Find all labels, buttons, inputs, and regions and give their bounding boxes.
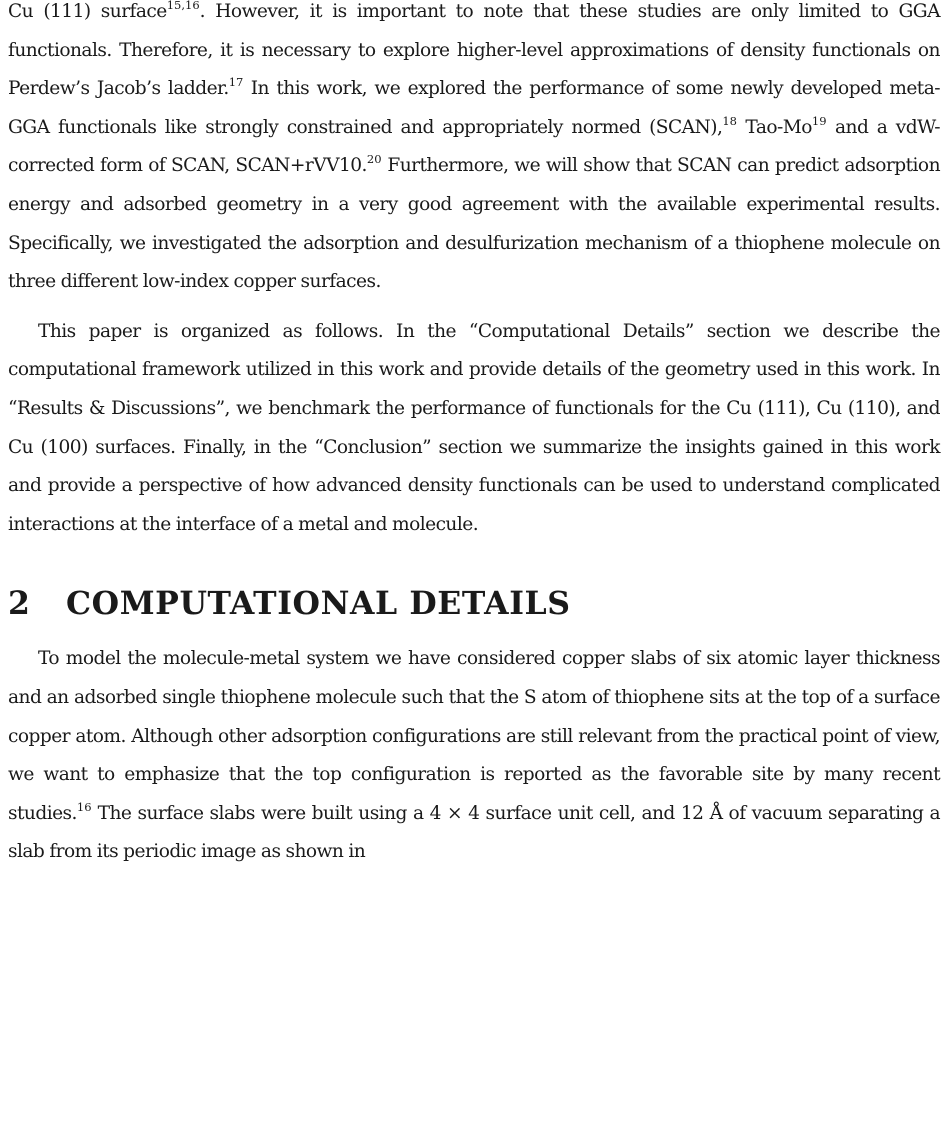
citation-superscript: 18 <box>722 113 737 128</box>
paragraph-text: and a vdW-corrected form of SCAN, SCAN+rVV10. <box>8 116 941 177</box>
citation-superscript: 16 <box>76 799 92 814</box>
section-number: 2 <box>8 585 31 623</box>
paragraph-text: Tao-Mo <box>736 116 812 138</box>
paragraph-text: In this work, we explored the performance of some newly developed meta-GGA functionals like strongly constrained and appropriately normed (SCAN), <box>8 78 940 138</box>
section-heading <box>8 584 940 624</box>
paper-page <box>8 0 940 872</box>
citation-superscript: 17 <box>228 75 244 89</box>
citation-superscript: 19 <box>811 113 827 128</box>
section-title: COMPUTATIONAL DETAILS <box>66 585 571 623</box>
paragraph-text: Furthermore, we will show that SCAN can predict adsorption energy and adsorbed geometry in a very good agreement with the available experimental results. Specifically, we investigated the adsorption and desulfurization mechanism of a thiophene molecule on three different low-index copper surfaces. <box>8 155 941 293</box>
citation-superscript: 20 <box>366 152 382 167</box>
paragraph-text: To model the molecule-metal system we have considered copper slabs of six atomic layer thickness and an adsorbed single thiophene molecule such that the S atom of thiophene sits at the top of a surface copper atom. Although other adsorption configurations are still relevant from the practical point of view, we want to emphasize that the top configuration is reported as the favorable site by many recent studies. <box>8 648 940 824</box>
paragraph-text: The surface slabs were built using a 4 × 4 surface unit cell, and 12 Å of vacuum separating a slab from its periodic image as shown in <box>8 802 940 863</box>
citation-superscript: 15,16 <box>166 0 200 12</box>
computational-details-paragraph <box>8 640 940 872</box>
paragraph-text: . However, it is important to note that these studies are only limited to GGA functionals. Therefore, it is necessary to explore higher-level approximations of density functionals on Perdew’s Jacob’s ladder. <box>8 1 940 100</box>
paragraph-text: Cu (111) surface <box>8 1 167 22</box>
intro-paragraph-continued <box>8 0 940 302</box>
organization-paragraph: This paper is organized as follows. In the “Computational Details” section we describe the computational framework utilized in this work and provide details of the geometry used in this work. In “Results & Discussions”, we benchmark the performance of functionals for the Cu (111), Cu (110), and Cu (100) surfaces. Finally, in the “Conclusion” section we summarize the insights gained in this work and provide a perspective of how advanced density functionals can be used to understand complicated interactions at the interface of a metal and molecule. <box>8 320 940 535</box>
